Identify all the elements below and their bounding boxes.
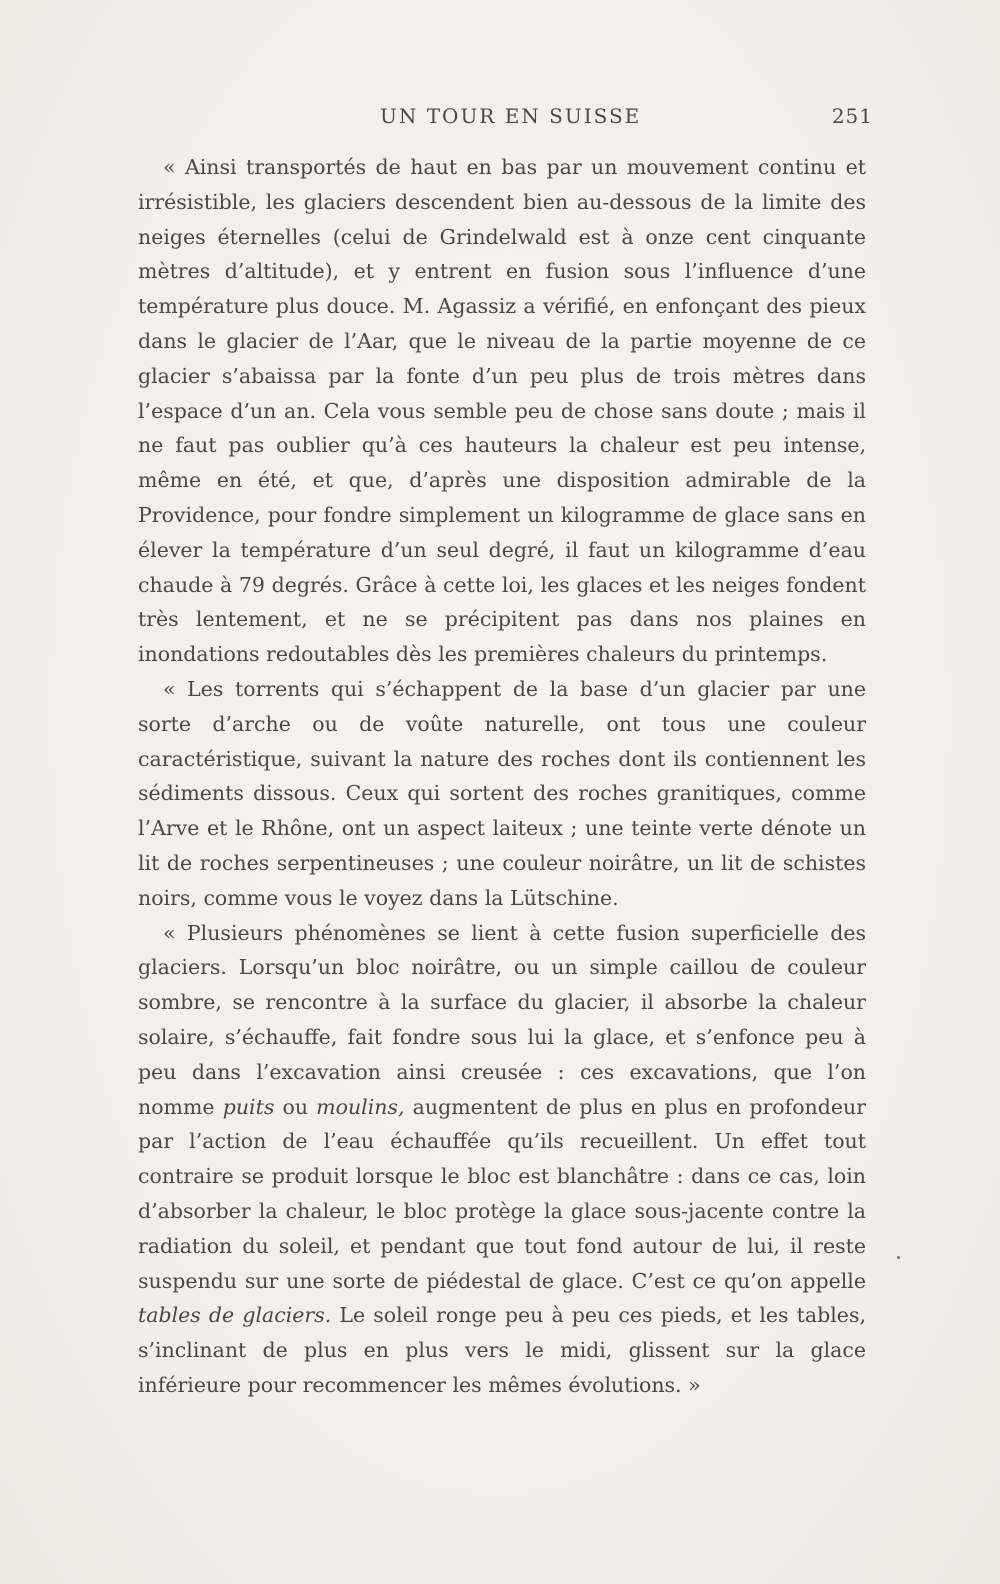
- paragraph-3: [138, 916, 866, 1403]
- italic-term-puits: puits: [222, 1094, 275, 1119]
- paragraph-1: « Ainsi transportés de haut en bas par un mouvement continu et irrésistible, les glaciers descendent bien au-dessous de la limite des neiges éternelles (celui de Grindelwald est à onze cent cinquante mètres d’altitude), et y entrent en fusion sous l’influence d’une température plus douce. M. Agassiz a vérifié, en enfonçant des pieux dans le glacier de l’Aar, que le niveau de la partie moyenne de ce glacier s’abaissa par la fonte d’un peu plus de trois mètres dans l’espace d’un an. Cela vous semble peu de chose sans doute ; mais il ne faut pas oublier qu’à ces hauteurs la chaleur est peu intense, même en été, et que, d’après une disposition admirable de la Providence, pour fondre simplement un kilogramme de glace sans en élever la température d’un seul degré, il faut un kilogramme d’eau chaude à 79 degrés. Grâce à cette loi, les glaces et les neiges fondent très lentement, et ne se précipitent pas dans nos plaines en inondations redoutables dès les premières chaleurs du printemps.: [138, 155, 866, 667]
- running-title: UN TOUR EN SUISSE: [380, 104, 642, 128]
- body-text: [138, 150, 866, 1403]
- paragraph-3-text-1: « Plusieurs phénomènes se lient à cette fusion superficielle des glaciers. Lorsqu’un bloc noirâtre, ou un simple caillou de couleur sombre, se rencontre à la surface du glacier, il absorbe la chaleur solaire, s’échauffe, fait fondre sous lui la glace, et s’enfonce peu à peu dans l’excavation ainsi creusée : ces excavations, que l’on nomme: [138, 920, 866, 1119]
- paragraph-2: « Les torrents qui s’échappent de la base d’un glacier par une sorte d’arche ou de voûte naturelle, ont tous une couleur caractéristique, suivant la nature des roches dont ils contiennent les sédiments dissous. Ceux qui sortent des roches granitiques, comme l’Arve et le Rhône, ont un aspect laiteux ; une teinte verte dénote un lit de roches serpentineuses ; une couleur noirâtre, un lit de schistes noirs, comme vous le voyez dans la Lütschine.: [138, 676, 866, 910]
- italic-term-tables: tables de glaciers.: [138, 1303, 332, 1328]
- page-number: 251: [831, 104, 873, 128]
- page-header: [138, 104, 873, 138]
- paragraph-3-text-2: ou: [274, 1094, 317, 1119]
- paragraph-3-text-4: Le soleil ronge peu à peu ces pieds, et les tables, s’inclinant de plus en plus vers le midi, glissent sur la glace inférieure pour recommencer les mêmes évolutions. »: [138, 1303, 866, 1397]
- italic-term-moulins: moulins,: [316, 1094, 405, 1119]
- ink-speck: [897, 1256, 900, 1259]
- paragraph-3-text-3: augmentent de plus en plus en profondeur par l’action de l’eau échauffée qu’ils recueillent. Un effet tout contraire se produit lorsque le bloc est blanchâtre : dans ce cas, loin d’absorber la chaleur, le bloc protège la glace sous-jacente contre la radiation du soleil, et pendant que tout fond autour de lui, il reste suspendu sur une sorte de piédestal de glace. C’est ce qu’on appelle: [138, 1094, 866, 1293]
